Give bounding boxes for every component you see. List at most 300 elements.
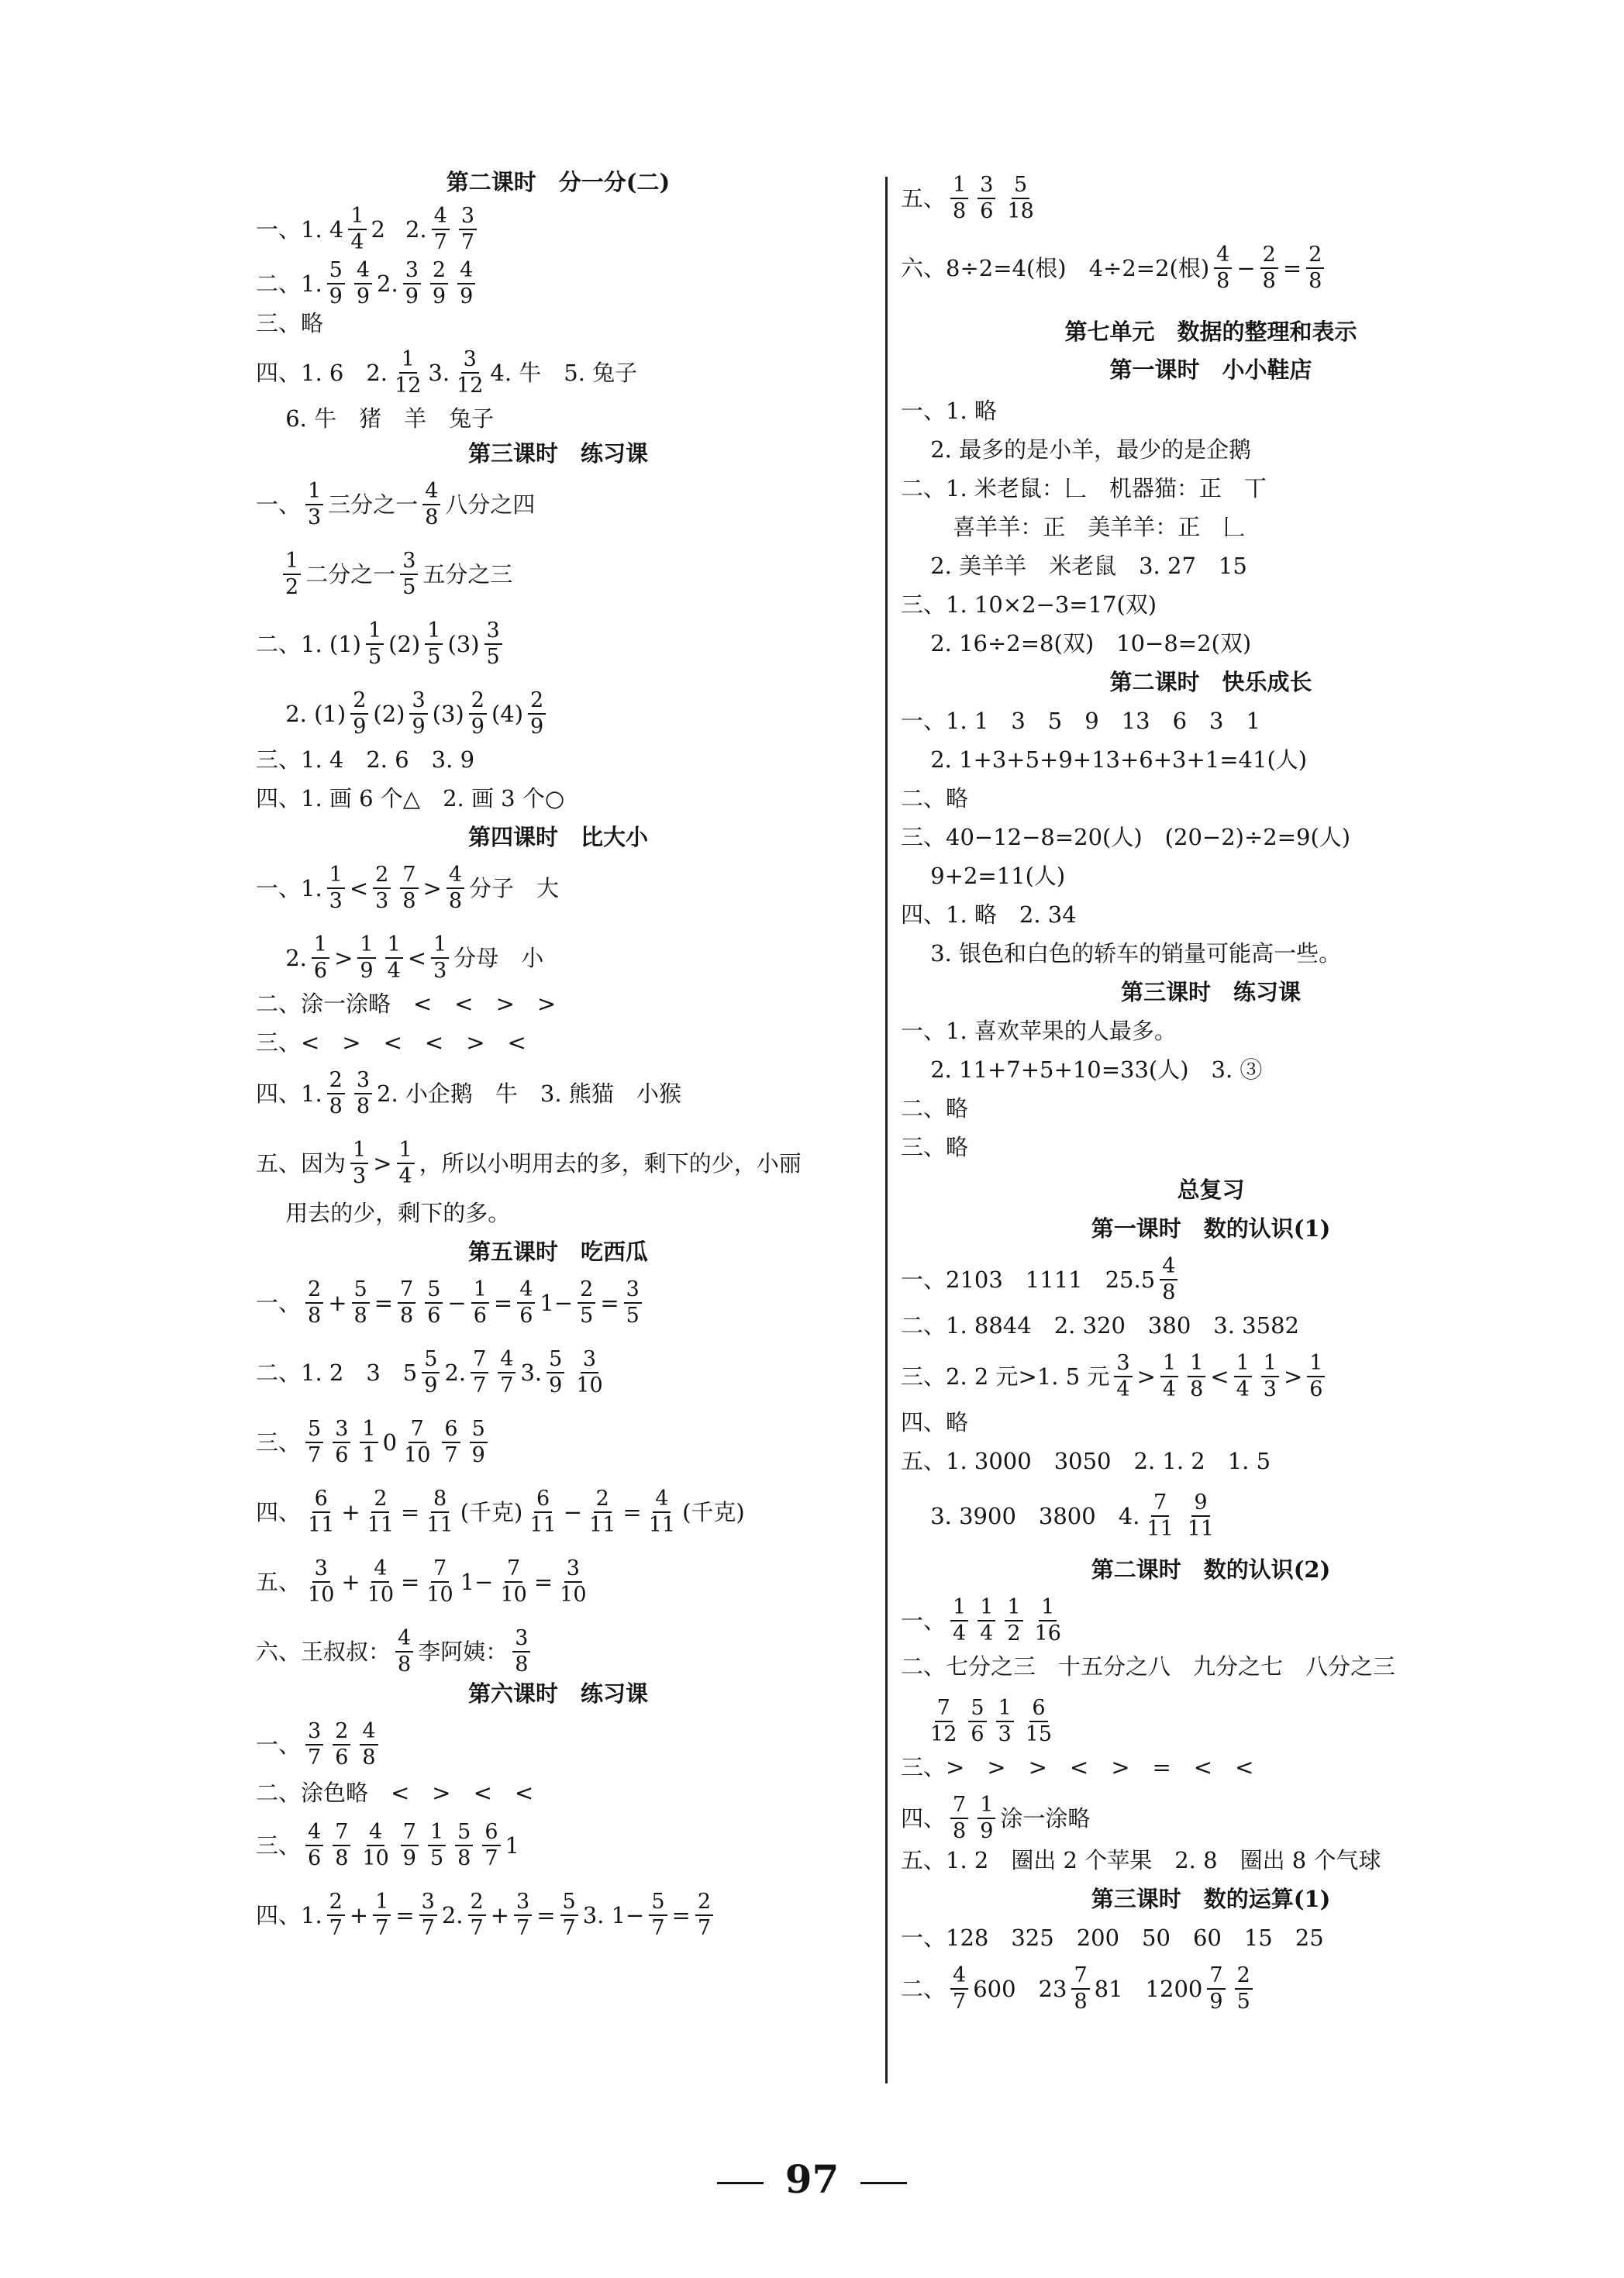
fraction-denominator: 2 [1007, 1621, 1021, 1646]
fraction-numerator: 1 [1234, 1353, 1252, 1377]
column-divider [885, 177, 888, 2083]
fraction-numerator: 2 [695, 1891, 713, 1916]
fraction [1185, 1492, 1216, 1541]
answer-line [901, 473, 1267, 504]
fraction [400, 550, 418, 599]
fraction [333, 1821, 350, 1870]
text-segment: − [563, 1499, 583, 1526]
fraction-denominator: 10 [308, 1583, 335, 1608]
text-segment: 第三课时 练习课 [467, 440, 648, 467]
fraction-numerator: 4 [517, 1279, 535, 1304]
fraction [1023, 1697, 1054, 1746]
fraction-denominator: 9 [530, 715, 544, 739]
fraction-denominator: 7 [375, 1916, 389, 1941]
answer-line [256, 403, 494, 434]
text-segment: 二、七分之三 十五分之八 九分之七 八分之三 [901, 1653, 1396, 1680]
fraction [950, 1794, 968, 1843]
fraction [1307, 1353, 1325, 1401]
fraction-numerator: 1 [399, 349, 417, 374]
answer-line [901, 244, 1329, 293]
fraction-denominator: 4 [953, 1621, 967, 1646]
section-heading [256, 167, 860, 198]
text-segment: 第三课时 练习课 [1120, 979, 1301, 1005]
fraction-denominator: 7 [500, 1373, 514, 1398]
fraction-denominator: 1 [362, 1443, 376, 1468]
fraction-denominator: 9 [412, 715, 426, 739]
fraction-numerator: 2 [373, 864, 391, 889]
fraction-denominator: 10 [560, 1583, 587, 1608]
fraction [327, 1070, 345, 1118]
fraction-numerator: 7 [950, 1794, 968, 1819]
text-segment: (千克) [460, 1499, 523, 1526]
fraction-denominator: 9 [353, 715, 367, 739]
answer-line [901, 395, 997, 426]
text-segment: 一、1. [256, 875, 322, 902]
fraction-numerator: 5 [422, 1349, 440, 1373]
fraction-denominator: 8 [353, 1304, 367, 1329]
fraction [624, 1279, 642, 1328]
fraction-numerator: 1 [366, 620, 384, 645]
text-segment: 三、 [256, 1429, 302, 1456]
fraction-denominator: 8 [335, 1846, 349, 1871]
text-segment: 第六课时 练习课 [467, 1680, 648, 1707]
text-segment: 二、略 [901, 1095, 969, 1122]
answer-line [256, 988, 556, 1019]
answer-line [901, 1697, 1059, 1746]
section-heading [901, 1883, 1521, 1914]
text-segment: 总复习 [1177, 1177, 1245, 1203]
text-segment: 2. [444, 1360, 467, 1387]
fraction [996, 1697, 1014, 1746]
text-segment: − [1236, 255, 1256, 282]
fraction-numerator: 4 [447, 864, 464, 889]
fraction-numerator: 4 [395, 1628, 413, 1652]
fraction [373, 864, 391, 913]
text-segment: 六、王叔叔： [256, 1639, 391, 1666]
text-segment: 600 23 [973, 1976, 1067, 2003]
text-segment: 五、 [256, 1569, 302, 1596]
fraction-numerator: 2 [430, 260, 448, 284]
text-segment: > [1136, 1363, 1156, 1391]
fraction-denominator: 9 [405, 284, 419, 309]
fraction-numerator: 5 [470, 1418, 488, 1443]
answer-line [256, 934, 543, 983]
fraction [950, 1965, 968, 2014]
text-segment: 1− [460, 1569, 494, 1596]
fraction [1005, 174, 1036, 223]
text-segment: 2. 美羊羊 米老鼠 3. 27 15 [901, 553, 1247, 579]
fraction-numerator: 2 [305, 1279, 323, 1304]
fraction [950, 1597, 968, 1646]
answer-line [901, 1446, 1271, 1477]
fraction-denominator: 10 [576, 1373, 603, 1398]
fraction-numerator: 1 [357, 934, 375, 959]
fraction [305, 1488, 336, 1537]
text-segment: 2. 小企鹅 牛 3. 熊猫 小猴 [377, 1080, 681, 1108]
text-segment: 二分之一 [305, 561, 396, 588]
fraction-numerator: 3 [581, 1349, 598, 1373]
fraction-numerator: 3 [512, 1628, 530, 1652]
answer-line [256, 783, 564, 814]
fraction [1207, 1965, 1225, 2014]
fraction-denominator: 7 [470, 1916, 484, 1941]
fraction [397, 1139, 415, 1188]
fraction-denominator: 11 [367, 1513, 395, 1538]
text-segment: = [600, 1290, 619, 1317]
fraction [498, 1349, 515, 1397]
fraction-numerator: 3 [419, 1891, 437, 1916]
answer-line [901, 1015, 1177, 1046]
fraction-numerator: 1 [397, 1139, 415, 1164]
fraction [305, 1418, 323, 1467]
fraction [574, 1349, 605, 1397]
fraction-numerator: 6 [1029, 1697, 1047, 1722]
text-segment: 三、2. 2 元>1. 5 元 [901, 1363, 1110, 1391]
fraction-denominator: 18 [1007, 199, 1034, 224]
text-segment: 第一课时 小小鞋店 [1109, 357, 1312, 383]
fraction-denominator: 3 [998, 1722, 1012, 1747]
fraction [432, 205, 450, 254]
fraction-denominator: 4 [398, 1164, 412, 1189]
text-segment: 一、2103 1111 25.5 [901, 1267, 1156, 1294]
fraction-denominator: 5 [402, 575, 416, 600]
fraction [459, 205, 477, 254]
text-segment: 用去的少，剩下的多。 [256, 1200, 511, 1226]
answer-line [256, 481, 535, 529]
fraction [950, 174, 968, 223]
fraction-numerator: 7 [1151, 1492, 1169, 1517]
fraction-denominator: 10 [426, 1583, 453, 1608]
fraction [424, 1488, 455, 1537]
fraction [333, 1418, 350, 1467]
fraction-numerator: 5 [305, 1418, 323, 1443]
text-segment: = [401, 1499, 420, 1526]
fraction-numerator: 2 [327, 1070, 345, 1094]
fraction-numerator: 3 [400, 550, 418, 575]
fraction [1261, 1353, 1279, 1401]
text-segment: 三、1. 4 2. 6 3. 9 [256, 746, 475, 773]
fraction-denominator: 9 [471, 1443, 485, 1468]
text-segment: 四、1. 6 2. [256, 360, 388, 387]
fraction-denominator: 8 [1190, 1377, 1204, 1402]
fraction [395, 1628, 413, 1677]
text-segment: > [422, 875, 442, 902]
text-segment: 四、1. [256, 1902, 322, 1929]
fraction-numerator: 7 [333, 1821, 350, 1846]
answer-line [901, 899, 1077, 930]
fraction-numerator: 6 [534, 1488, 552, 1513]
fraction-numerator: 3 [564, 1558, 582, 1583]
fraction [373, 1891, 391, 1940]
answer-line [256, 1821, 519, 1870]
answer-line [901, 705, 1260, 736]
fraction-denominator: 4 [350, 230, 364, 255]
fraction-denominator: 7 [308, 1746, 322, 1770]
fraction-numerator: 1 [283, 550, 301, 575]
text-segment: 三、1. 10×2−3=17(双) [901, 591, 1157, 618]
text-segment: 二、1. 米老鼠：𠃊 机器猫：正 丅 [901, 475, 1267, 501]
fraction-denominator: 8 [1216, 269, 1230, 294]
fraction-numerator: 1 [1160, 1353, 1178, 1377]
fraction [1033, 1597, 1064, 1646]
fraction [978, 1794, 995, 1843]
section-heading [901, 316, 1521, 347]
text-segment: 五、1. 3000 3050 2. 1. 2 1. 5 [901, 1448, 1271, 1474]
fraction-denominator: 8 [457, 1846, 471, 1871]
fraction [354, 260, 372, 308]
answer-line [256, 1070, 681, 1118]
text-segment: 一、1. 喜欢苹果的人最多。 [901, 1018, 1177, 1044]
fraction [283, 550, 301, 599]
fraction [333, 1721, 350, 1770]
text-segment: − [447, 1290, 467, 1317]
fraction-numerator: 4 [432, 205, 450, 230]
fraction-numerator: 7 [401, 1821, 419, 1846]
fraction-denominator: 9 [402, 1846, 416, 1871]
fraction-numerator: 1 [327, 864, 345, 889]
text-segment: + [341, 1499, 360, 1526]
text-segment: = [533, 1569, 553, 1596]
section-heading [901, 1554, 1521, 1585]
fraction [1188, 1353, 1205, 1401]
text-segment: 第二课时 分一分(二) [446, 169, 671, 195]
fraction [327, 864, 345, 913]
fraction [1071, 1965, 1089, 2014]
page-number [0, 2156, 1624, 2202]
fraction [512, 1628, 530, 1677]
fraction-denominator: 6 [335, 1746, 349, 1770]
fraction-numerator: 4 [305, 1821, 323, 1846]
fraction [360, 1821, 391, 1870]
fraction-numerator: 1 [348, 205, 366, 230]
fraction [327, 1891, 345, 1940]
fraction-numerator: 2 [1235, 1965, 1253, 1990]
answer-line [901, 1597, 1068, 1646]
text-segment: < [1210, 1363, 1229, 1391]
text-segment: 二、1. 8844 2. 320 380 3. 3582 [901, 1312, 1299, 1339]
fraction-denominator: 12 [457, 374, 484, 398]
fraction-denominator: 8 [362, 1746, 376, 1770]
text-segment: = [401, 1569, 420, 1596]
fraction [400, 864, 418, 913]
fraction-numerator: 5 [425, 1279, 443, 1304]
answer-line [901, 1922, 1324, 1953]
fraction-numerator: 7 [505, 1558, 522, 1583]
text-segment: 3. [520, 1360, 543, 1387]
fraction-numerator: 1 [360, 1418, 378, 1443]
fraction-numerator: 6 [482, 1821, 500, 1846]
answer-line [256, 690, 550, 739]
fraction [1160, 1256, 1177, 1304]
text-segment: 一、1. 1 3 5 9 13 6 3 1 [901, 708, 1260, 734]
text-segment: 6. 牛 猪 羊 兔子 [256, 405, 495, 432]
fraction-numerator: 2 [1306, 244, 1324, 269]
text-segment: 二、1. 2 3 5 [256, 1360, 418, 1387]
fraction-numerator: 1 [1261, 1353, 1279, 1377]
fraction-numerator: 3 [484, 620, 502, 645]
fraction-numerator: 2 [350, 690, 368, 715]
text-segment: 第二课时 快乐成长 [1109, 669, 1312, 695]
fraction-denominator: 11 [648, 1513, 676, 1538]
answer-line [256, 1139, 802, 1188]
fraction-denominator: 8 [1262, 269, 1276, 294]
text-segment: 五分之三 [422, 561, 513, 588]
fraction [409, 690, 427, 739]
fraction-denominator: 8 [400, 1304, 414, 1329]
fraction [350, 690, 368, 739]
fraction-numerator: 2 [333, 1721, 350, 1746]
text-segment: + [328, 1290, 347, 1317]
section-heading [901, 977, 1521, 1008]
fraction-numerator: 3 [333, 1418, 350, 1443]
text-segment: 2 [371, 216, 385, 243]
text-segment: 一、 [901, 1608, 946, 1635]
fraction-numerator: 3 [312, 1558, 330, 1583]
text-segment: 2. [441, 1902, 464, 1929]
fraction [398, 1279, 415, 1328]
text-segment: = [493, 1290, 513, 1317]
fraction-numerator: 4 [950, 1965, 968, 1990]
fraction [517, 1279, 535, 1328]
fraction-numerator: 7 [471, 1349, 488, 1373]
fraction-numerator: 2 [578, 1279, 595, 1304]
page-number-text: 97 [784, 2156, 840, 2202]
fraction-denominator: 9 [980, 1819, 994, 1844]
answer-line [901, 783, 968, 814]
text-segment: (2) [373, 701, 405, 728]
page-number-dash-left [717, 2182, 764, 2184]
fraction-denominator: 8 [953, 1819, 967, 1844]
text-segment: 2. 1+3+5+9+13+6+3+1=41(人) [901, 746, 1308, 773]
fraction-numerator: 2 [1260, 244, 1278, 269]
fraction-denominator: 11 [308, 1513, 335, 1538]
text-segment: 二、 [901, 1976, 946, 2003]
fraction-denominator: 8 [329, 1094, 343, 1119]
fraction-denominator: 8 [398, 1652, 412, 1677]
fraction-numerator: 3 [461, 349, 479, 374]
fraction-numerator: 4 [371, 1558, 389, 1583]
text-segment: 一、 [256, 491, 302, 519]
text-segment: 李阿姨： [418, 1639, 509, 1666]
text-segment: < [349, 875, 369, 902]
fraction-denominator: 9 [471, 715, 484, 739]
section-heading [256, 822, 860, 853]
text-segment: 0 [382, 1429, 398, 1456]
text-segment: 2. 16÷2=8(双) 10−8=2(双) [901, 630, 1252, 657]
fraction-denominator: 8 [402, 889, 416, 914]
fraction-denominator: 7 [444, 1443, 458, 1468]
text-segment: 一、128 325 200 50 60 15 25 [901, 1925, 1324, 1951]
fraction [557, 1558, 588, 1607]
answer-line [256, 308, 323, 339]
fraction-numerator: 3 [354, 1070, 372, 1094]
answer-line [901, 512, 1245, 543]
text-segment: 第五课时 吃西瓜 [467, 1239, 648, 1265]
fraction-numerator: 6 [442, 1418, 460, 1443]
fraction [1214, 244, 1232, 293]
answer-line [901, 1093, 968, 1124]
answer-line [901, 1132, 968, 1163]
text-segment: 二、涂一涂略 < < > > [256, 991, 557, 1017]
answer-line [901, 938, 1341, 969]
fraction-denominator: 10 [500, 1583, 527, 1608]
answer-line [901, 1845, 1381, 1876]
fraction-numerator: 4 [367, 1821, 384, 1846]
answer-line [256, 550, 512, 599]
fraction [649, 1891, 667, 1940]
fraction [1234, 1353, 1252, 1401]
text-segment: + [349, 1902, 369, 1929]
fraction-denominator: 8 [448, 889, 463, 914]
fraction-denominator: 9 [424, 1373, 438, 1398]
answer-line [901, 550, 1247, 581]
fraction-denominator: 10 [404, 1443, 431, 1468]
text-segment [901, 1706, 923, 1737]
fraction-denominator: 9 [329, 284, 343, 309]
fraction-denominator: 3 [375, 889, 389, 914]
fraction [430, 260, 448, 308]
fraction [352, 1279, 370, 1328]
fraction [484, 620, 502, 669]
answer-line [901, 174, 1041, 223]
fraction-denominator: 7 [308, 1443, 322, 1468]
fraction-denominator: 15 [1025, 1722, 1053, 1747]
text-segment: 三、< > < < > < [256, 1029, 526, 1056]
fraction-denominator: 12 [395, 374, 422, 398]
text-segment: (3) [447, 631, 480, 658]
fraction-numerator: 3 [305, 1721, 323, 1746]
fraction-denominator: 9 [432, 284, 447, 309]
fraction-numerator: 1 [471, 1279, 489, 1304]
fraction-denominator: 5 [626, 1304, 640, 1329]
fraction [442, 1418, 460, 1467]
fraction-denominator: 7 [473, 1373, 487, 1398]
section-heading [901, 1174, 1521, 1205]
fraction [327, 260, 345, 308]
fraction-numerator: 2 [468, 1891, 486, 1916]
fraction-denominator: 6 [313, 959, 328, 984]
fraction-numerator: 1 [1307, 1353, 1325, 1377]
fraction-numerator: 4 [457, 260, 475, 284]
fraction [468, 1891, 486, 1940]
fraction [354, 1070, 372, 1118]
answer-line [901, 1054, 1262, 1085]
fraction-denominator: 8 [1162, 1280, 1176, 1305]
fraction-denominator: 8 [425, 505, 439, 530]
fraction-denominator: 4 [980, 1621, 994, 1646]
text-segment: 四、 [901, 1805, 946, 1832]
fraction [360, 1418, 378, 1467]
fraction [422, 1349, 440, 1397]
fraction-denominator: 11 [589, 1513, 616, 1538]
answer-line [901, 1256, 1182, 1304]
text-segment: 一、 [256, 1732, 302, 1759]
fraction [425, 620, 443, 669]
fraction-numerator: 1 [978, 1794, 995, 1819]
fraction-denominator: 4 [387, 959, 401, 984]
fraction [482, 1821, 500, 1870]
fraction-denominator: 3 [353, 1164, 367, 1189]
text-segment: ，所以小明用去的多，剩下的少，小丽 [419, 1150, 802, 1177]
fraction-denominator: 3 [329, 889, 343, 914]
text-segment: (3) [432, 701, 464, 728]
fraction-numerator: 7 [400, 864, 418, 889]
fraction [470, 1418, 488, 1467]
fraction-numerator: 1 [1039, 1597, 1057, 1621]
text-segment: 1− [540, 1290, 574, 1317]
fraction-numerator: 1 [950, 1597, 968, 1621]
fraction-numerator: 1 [950, 174, 968, 199]
